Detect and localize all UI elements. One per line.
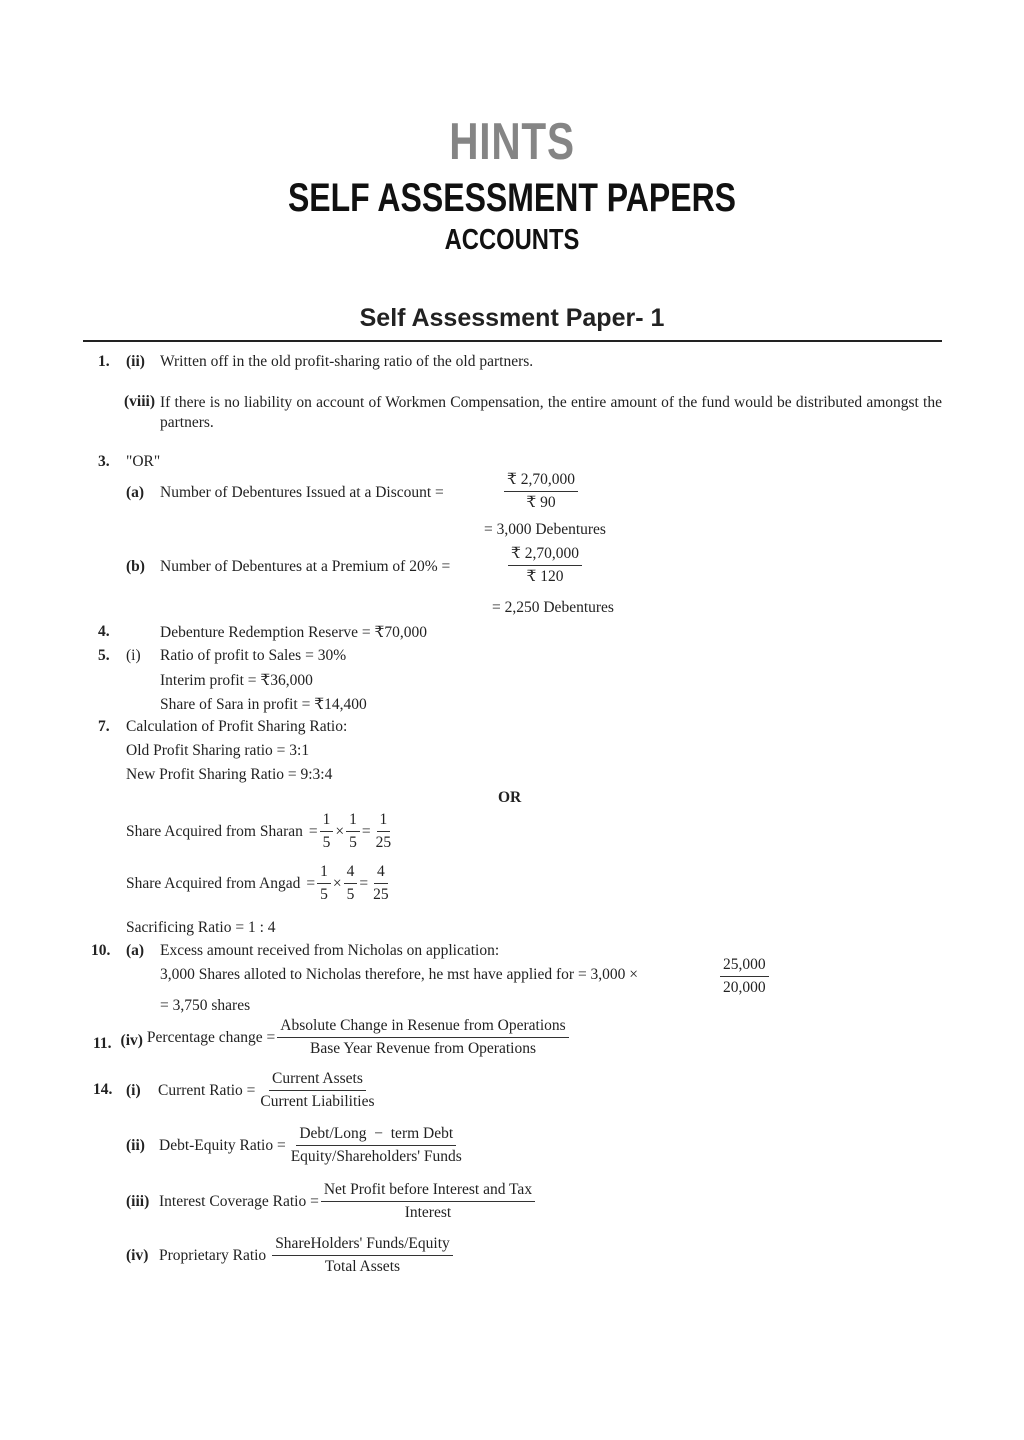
numerator: Debt/Long − term Debt [296,1124,456,1146]
denominator: 25 [375,834,392,851]
denominator: 5 [346,886,355,903]
sub-label: (iii) [126,1192,150,1210]
fraction [504,470,578,513]
multiply-sign: × [332,874,342,892]
denominator: ₹ 90 [526,494,556,511]
numerator: Current Assets [269,1069,366,1091]
heading-divider [83,340,942,342]
formula-interest-coverage-ratio [126,1180,537,1223]
answer-text: Debenture Redemption Reserve = ₹70,000 [160,624,427,641]
or-divider-text: OR [498,789,522,806]
sacrificing-ratio: Sacrificing Ratio = 1 : 4 [126,919,276,936]
answer-line: 3,000 Shares alloted to Nicholas therefore, he mst have applied for = 3,000 × [160,966,639,983]
sub-label: (b) [126,558,145,575]
question-number: 10. [91,942,111,959]
denominator: ₹ 120 [526,568,564,585]
numerator: Absolute Change in Resenue from Operations [277,1016,568,1038]
answer-text [160,393,942,433]
numerator: Net Profit before Interest and Tax [321,1180,535,1202]
formula-label: Proprietary Ratio [159,1246,267,1264]
numerator: 1 [317,862,331,884]
denominator: Current Liabilities [260,1093,375,1110]
fraction [288,1124,465,1167]
answer-line: New Profit Sharing Ratio = 9:3:4 [126,766,333,783]
question-11 [93,1016,571,1059]
question-number: 3. [98,453,110,470]
answer-line: Old Profit Sharing ratio = 3:1 [126,742,310,759]
formula-label: Percentage change = [146,1028,276,1046]
fraction [346,810,360,853]
numerator: ShareHolders' Funds/Equity [272,1234,453,1256]
denominator: 5 [322,834,331,851]
subject-heading: ACCOUNTS [444,224,580,256]
question-number: 11. [93,1034,112,1052]
fraction [257,1069,377,1112]
multiply-sign: × [335,822,345,840]
question-number: 7. [98,718,110,735]
answer-line: Interim profit = ₹36,000 [160,672,313,689]
numerator: 25,000 [720,955,769,977]
denominator: 25 [373,886,389,903]
sub-label: (viii) [124,393,155,410]
share-angad-formula [126,862,394,905]
fraction [321,1180,535,1223]
denominator: 5 [349,834,357,851]
question-number: 4. [98,623,110,640]
sub-label: (iv) [126,1246,149,1264]
share-sharan-formula [126,810,396,853]
formula-debt-equity-ratio [126,1124,467,1167]
sub-label: (a) [126,484,145,501]
sub-label: (i) [126,1081,141,1099]
answer-text-content: If there is no liability on account of Workmen Compensation, the entire amount of the fund would be distributed amongst the partners. [160,394,942,431]
formula-label: Number of Debentures at a Premium of 20% = [160,558,451,575]
answer-line: Calculation of Profit Sharing Ratio: [126,718,348,735]
question-number: 1. [98,353,110,370]
formula-proprietary-ratio [126,1234,455,1277]
sub-label: (iv) [120,1031,143,1049]
equals-sign: = [306,874,316,892]
hints-heading: HINTS [449,113,575,171]
numerator: 4 [344,862,358,884]
document-title: SELF ASSESSMENT PAPERS [287,176,737,220]
fraction [370,862,392,905]
formula-label: Interest Coverage Ratio = [159,1192,319,1210]
denominator: Base Year Revenue from Operations [310,1040,536,1057]
formula-label: Current Ratio = [158,1081,256,1099]
question-number: 5. [98,647,110,664]
denominator: Equity/Shareholders' Funds [290,1148,462,1165]
fraction [344,862,358,905]
denominator: 5 [320,886,328,903]
answer-line: Share of Sara in profit = ₹14,400 [160,696,367,713]
fraction [272,1234,453,1277]
formula-current-ratio [126,1069,380,1112]
equals-sign: = [359,874,369,892]
numerator: 4 [374,862,388,884]
numerator: 1 [320,810,334,832]
answer-text: Written off in the old profit-sharing ratio of the old partners. [160,353,534,370]
fraction [277,1016,568,1059]
result-text: = 2,250 Debentures [492,599,614,616]
numerator: 1 [377,810,391,832]
result-text: = 3,750 shares [160,997,251,1014]
formula-label: Debt-Equity Ratio = [159,1136,286,1154]
answer-line: Ratio of profit to Sales = 30% [160,647,347,664]
fraction [720,955,769,998]
fraction [317,862,331,905]
numerator: ₹ 2,70,000 [508,544,582,566]
fraction [320,810,334,853]
numerator: ₹ 2,70,000 [504,470,578,492]
denominator: Total Assets [324,1258,401,1275]
sub-label: (ii) [126,1136,145,1154]
or-text: "OR" [126,453,161,470]
question-number: 14. [93,1081,113,1098]
sub-label: (i) [126,647,141,664]
sub-label: (a) [126,942,145,959]
result-text: = 3,000 Debentures [484,521,606,538]
denominator: Interest [404,1204,452,1221]
numerator: 1 [346,810,360,832]
denominator: 20,000 [723,979,766,996]
formula-label: Share Acquired from Sharan [126,822,303,840]
answer-line: Excess amount received from Nicholas on application: [160,942,500,959]
fraction [508,544,582,587]
equals-sign: = [361,822,371,840]
paper-heading: Self Assessment Paper- 1 [359,304,665,332]
fraction [373,810,395,853]
equals-sign: = [308,822,318,840]
sub-label: (ii) [126,353,145,370]
formula-label: Number of Debentures Issued at a Discount = [160,484,444,501]
formula-label: Share Acquired from Angad [126,874,301,892]
